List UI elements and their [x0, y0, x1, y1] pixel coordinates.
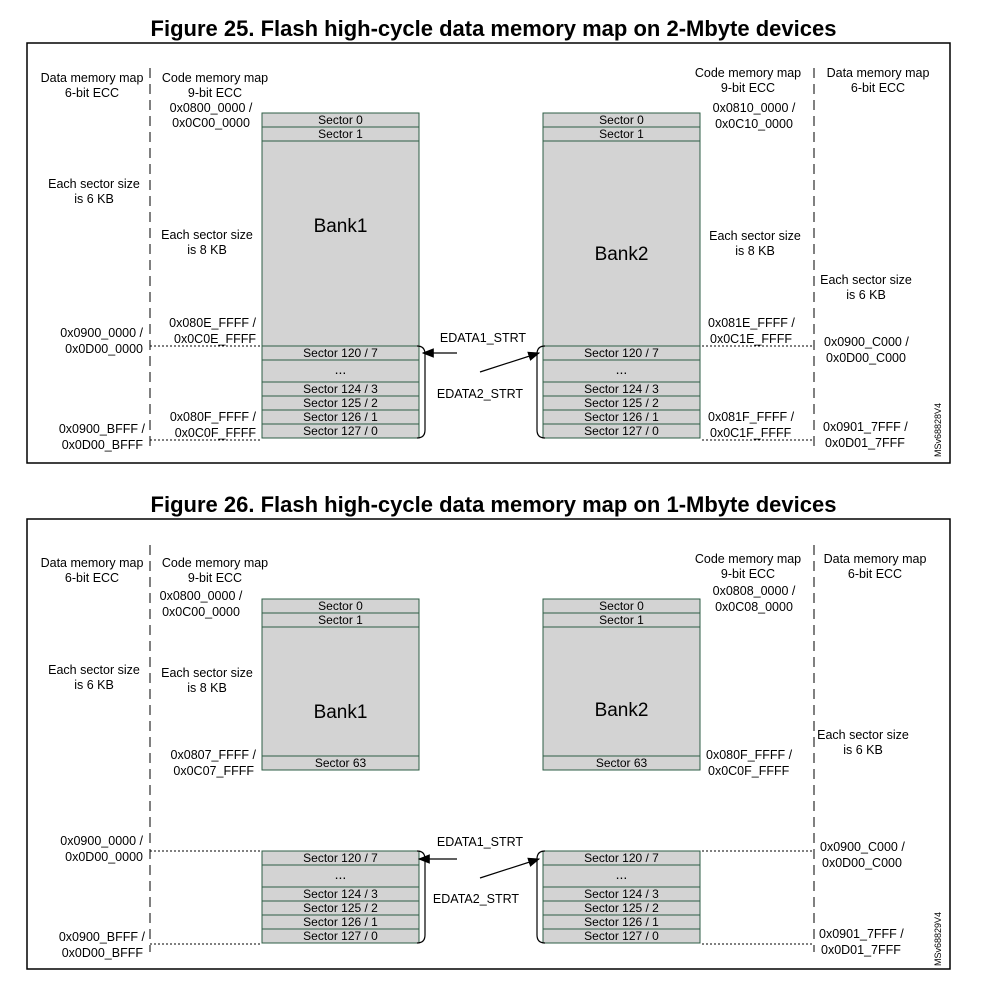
edata2-arrow: [480, 353, 539, 372]
address-label: 0x080E_FFFF /: [169, 316, 256, 330]
sector-label: Sector 126 / 1: [303, 410, 378, 424]
bank1-data-sectors: [262, 851, 425, 943]
sector-label: Sector 120 / 7: [303, 851, 378, 865]
edata1-label: EDATA1_STRT: [436, 835, 524, 849]
figure-26: [27, 519, 950, 969]
label-ecc: 9-bit ECC: [187, 571, 243, 585]
sector-label: Sector 1: [318, 127, 363, 141]
label-code-memory-map: Code memory map: [161, 71, 269, 85]
sector-label: Sector 127 / 0: [584, 929, 659, 943]
address-label: 0x0C07_FFFF: [173, 764, 254, 778]
sector-label: Sector 1: [318, 613, 363, 627]
address-label: 0x0900_0000 /: [60, 326, 143, 340]
bank-body: [543, 627, 700, 756]
address-label: 0x0D00_BFFF: [61, 438, 143, 452]
sector-label: Sector 126 / 1: [584, 410, 659, 424]
bank-name: Bank1: [313, 216, 368, 237]
ellipsis-label: ...: [334, 866, 347, 882]
bank1-block: [262, 599, 419, 770]
bank-body: [262, 141, 419, 346]
sector-label: Sector 125 / 2: [303, 396, 378, 410]
address-label: 0x0900_C000 /: [824, 335, 909, 349]
figure-reference-code: MSv68829V4: [933, 911, 943, 966]
sector-label: Sector 126 / 1: [584, 915, 659, 929]
address-label: 0x0900_C000 /: [820, 840, 905, 854]
label-sector-size: Each sector size: [48, 177, 140, 191]
address-label: 0x0C0F_FFFF: [174, 426, 256, 440]
bank-body: [262, 627, 419, 756]
bank-name: Bank2: [594, 700, 649, 721]
sector-label: Sector 0: [599, 113, 644, 127]
sector-label: Sector 125 / 2: [303, 901, 378, 915]
address-label: 0x0D00_C000: [826, 351, 906, 365]
figure-reference-code: MSv68828V4: [933, 402, 943, 457]
edata2-label: EDATA2_STRT: [436, 387, 524, 401]
address-label: 0x0D00_BFFF: [61, 946, 143, 960]
label-sector-size: Each sector size: [709, 229, 801, 243]
figure-25-title: Figure 25. Flash high-cycle data memory map on 2-Mbyte devices: [150, 16, 837, 41]
sector-label: Sector 120 / 7: [584, 346, 659, 360]
address-label: 0x0901_7FFF /: [823, 420, 908, 434]
address-label: 0x0807_FFFF /: [170, 748, 256, 762]
sector-label: Sector 120 / 7: [584, 851, 659, 865]
address-label: 0x0C08_0000: [715, 600, 793, 614]
label-sector-size: is 8 KB: [187, 243, 227, 257]
address-label: 0x0C0E_FFFF: [174, 332, 256, 346]
label-ecc: 9-bit ECC: [720, 81, 776, 95]
address-label: 0x0901_7FFF /: [819, 927, 904, 941]
ellipsis-label: ...: [615, 866, 628, 882]
address-label: 0x0D00_0000: [65, 850, 143, 864]
label-sector-size: is 8 KB: [187, 681, 227, 695]
bank1-block: [262, 113, 425, 438]
label-data-memory-map: Data memory map: [823, 552, 927, 566]
bank2-data-sectors: [537, 851, 700, 943]
address-label: 0x080F_FFFF /: [706, 748, 793, 762]
label-sector-size: is 6 KB: [846, 288, 886, 302]
figure-25: [27, 43, 950, 463]
label-ecc: 9-bit ECC: [720, 567, 776, 581]
sector-label: Sector 63: [314, 756, 367, 770]
sector-label: Sector 1: [599, 127, 644, 141]
address-label: 0x0C0F_FFFF: [708, 764, 790, 778]
sector-label: Sector 1: [599, 613, 644, 627]
address-label: 0x0808_0000 /: [712, 584, 796, 598]
address-label: 0x0D00_0000: [65, 342, 143, 356]
label-code-memory-map: Code memory map: [694, 66, 802, 80]
sector-label: Sector 0: [318, 113, 363, 127]
sector-label: Sector 124 / 3: [303, 887, 378, 901]
label-data-memory-map: Data memory map: [826, 66, 930, 80]
sector-label: Sector 124 / 3: [303, 382, 378, 396]
bank2-block: [537, 113, 700, 438]
sector-label: Sector 63: [595, 756, 648, 770]
address-label: 0x0C00_0000: [162, 605, 240, 619]
sector-label: Sector 0: [599, 599, 644, 613]
sector-label: Sector 124 / 3: [584, 887, 659, 901]
address-label: 0x0800_0000 /: [169, 101, 253, 115]
sector-label: Sector 126 / 1: [303, 915, 378, 929]
bank2-block: [543, 599, 700, 770]
address-label: 0x0800_0000 /: [159, 589, 243, 603]
label-sector-size: Each sector size: [161, 228, 253, 242]
address-label: 0x0900_BFFF /: [58, 930, 145, 944]
label-sector-size: is 6 KB: [74, 678, 114, 692]
sector-label: Sector 124 / 3: [584, 382, 659, 396]
label-ecc: 6-bit ECC: [850, 81, 906, 95]
address-label: 0x0D01_7FFF: [821, 943, 901, 957]
address-label: 0x0810_0000 /: [712, 101, 796, 115]
label-sector-size: Each sector size: [817, 728, 909, 742]
sector-label: Sector 125 / 2: [584, 901, 659, 915]
label-ecc: 6-bit ECC: [847, 567, 903, 581]
bank-name: Bank2: [594, 244, 649, 265]
figure-26-title: Figure 26. Flash high-cycle data memory map on 1-Mbyte devices: [150, 492, 837, 517]
edata1-label: EDATA1_STRT: [439, 331, 527, 345]
label-code-memory-map: Code memory map: [694, 552, 802, 566]
sector-label: Sector 120 / 7: [303, 346, 378, 360]
bank-name: Bank1: [313, 702, 368, 723]
label-sector-size: is 6 KB: [843, 743, 883, 757]
label-sector-size: Each sector size: [820, 273, 912, 287]
sector-label: Sector 125 / 2: [584, 396, 659, 410]
sector-label: Sector 127 / 0: [584, 424, 659, 438]
address-label: 0x0D00_C000: [822, 856, 902, 870]
label-ecc: 9-bit ECC: [187, 86, 243, 100]
label-ecc: 6-bit ECC: [64, 571, 120, 585]
ellipsis-label: ...: [615, 361, 628, 377]
label-data-memory-map: Data memory map: [40, 71, 144, 85]
address-label: 0x0C1F_FFFF: [710, 426, 792, 440]
address-label: 0x0D01_7FFF: [825, 436, 905, 450]
label-sector-size: is 8 KB: [735, 244, 775, 258]
address-label: 0x0900_BFFF /: [58, 422, 145, 436]
sector-label: Sector 0: [318, 599, 363, 613]
address-label: 0x080F_FFFF /: [169, 410, 256, 424]
address-label: 0x0C1E_FFFF: [710, 332, 792, 346]
address-label: 0x0900_0000 /: [60, 834, 143, 848]
address-label: 0x0C00_0000: [172, 116, 250, 130]
label-sector-size: Each sector size: [48, 663, 140, 677]
label-code-memory-map: Code memory map: [161, 556, 269, 570]
label-sector-size: is 6 KB: [74, 192, 114, 206]
address-label: 0x0C10_0000: [715, 117, 793, 131]
sector-label: Sector 127 / 0: [303, 929, 378, 943]
ellipsis-label: ...: [334, 361, 347, 377]
edata2-arrow: [480, 859, 539, 878]
sector-label: Sector 127 / 0: [303, 424, 378, 438]
label-ecc: 6-bit ECC: [64, 86, 120, 100]
address-label: 0x081F_FFFF /: [708, 410, 795, 424]
address-label: 0x081E_FFFF /: [708, 316, 795, 330]
label-data-memory-map: Data memory map: [40, 556, 144, 570]
label-sector-size: Each sector size: [161, 666, 253, 680]
edata2-label: EDATA2_STRT: [432, 892, 520, 906]
